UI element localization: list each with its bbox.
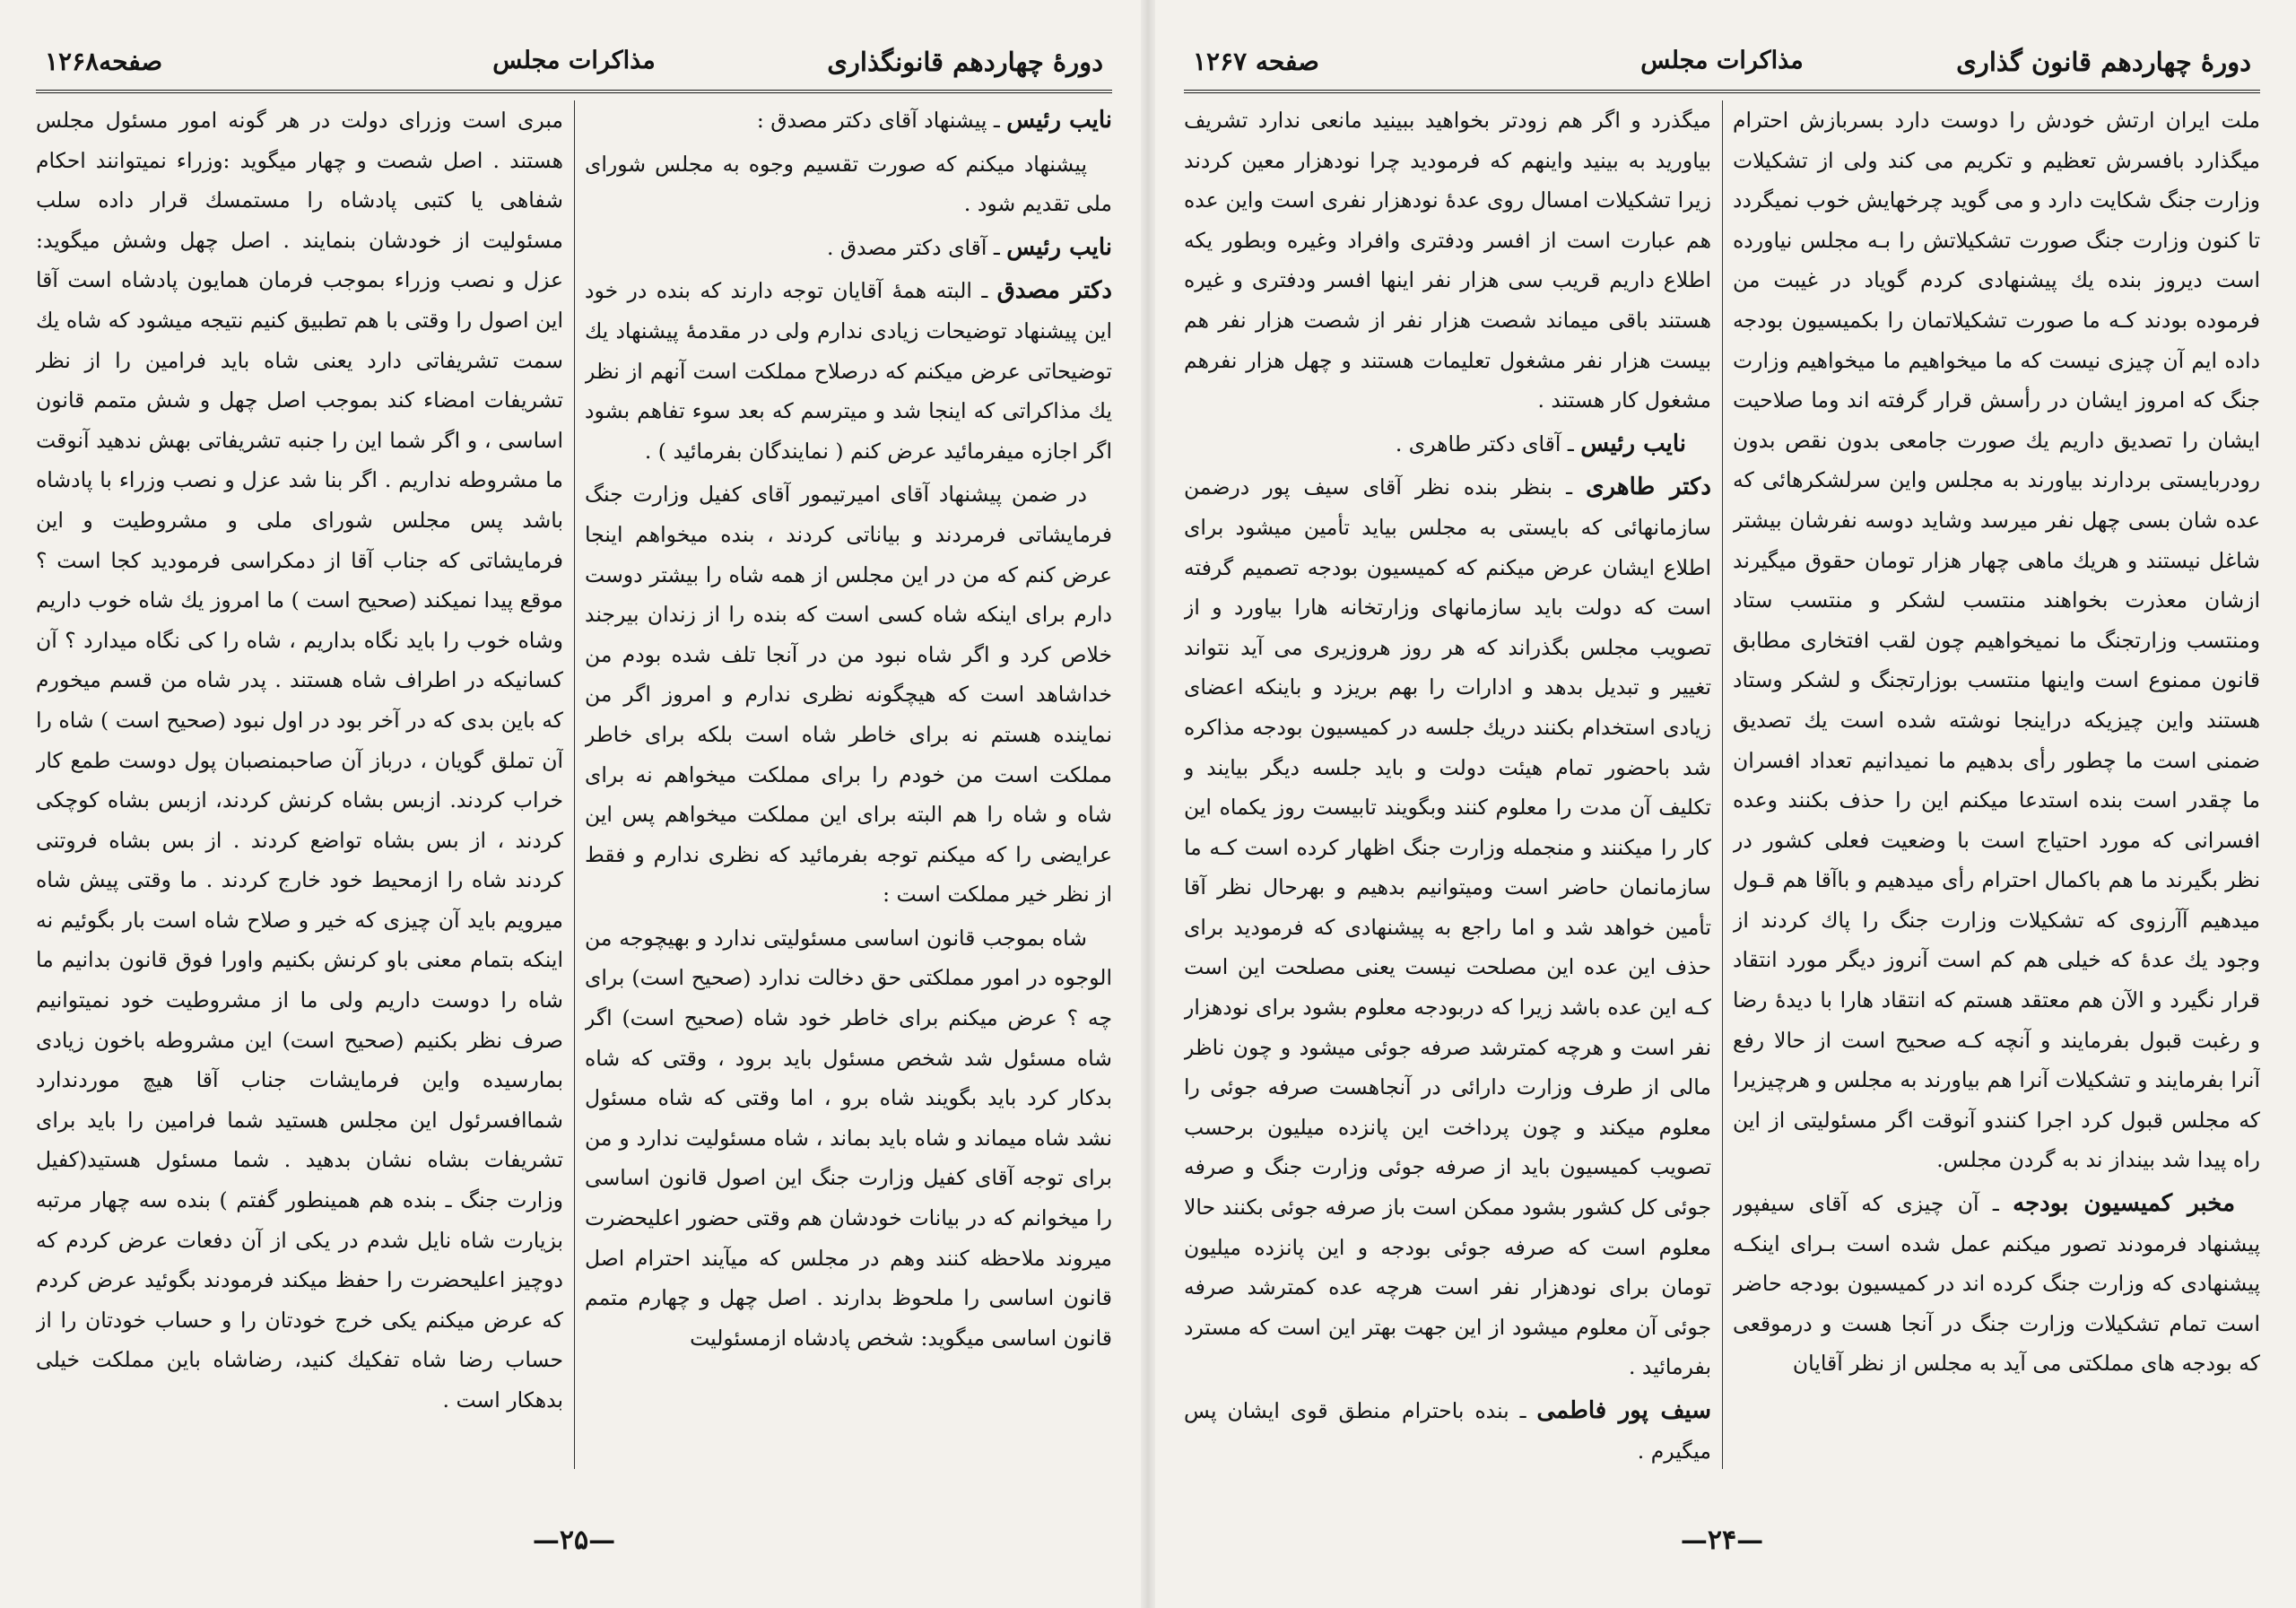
right-page (1148, 0, 2296, 1608)
paragraph-text: ـ بنظر بنده نظر آقای سیف پور درضمن سازمانهائی که بایستی به مجلس بیاید تأمین میشود برای اطلاع ایشان عرض میکنم که کمیسیون بودجه تصمیم گرفته است که دولت باید سازمانهای وزارتخانه هارا بیاورد و از تصویب مجلس بگذراند که هر روز هروزیری می آید نتواند تغییر و تبدیل بدهد و ادارات را بهم بریزد و باینکه اعضای زیادی استخدام بکنند دریك جلسه در کمیسیون بودجه مذاکره شد باحضور تمام هیئت دولت و باید جلسه دیگر بیایند و تکلیف آن مدت را معلوم کنند وبگویند تابیست روز یکماه این کار را میکنند و منجمله وزارت جنگ اظهار کرده است کـه ما سازمانمان حاضر است ومیتوانیم بدهیم و بهرحال نظر آقا تأمین خواهد شد و اما راجع به پیشنهادی که فرمودید برای حذف این عده این مصلحت نیست یعنی مصلحت این است کـه این عده باشد زیرا که دربودجه معلوم بشود برای نودهزار نفر است و هرچه کمترشد صرفه جوئی میشود و چون ناظر مالی از طرف وزارت دارائی در آنجاهست صرفه جوئی را معلوم میکند و چون پرداخت این پانزده میلیون برحسب تصویب کمیسیون باید از صرفه جوئی وزارت جنگ و صرفه جوئی کل کشور بشود ممکن است باز صرفه جوئی بکنند حالا معلوم است که صرفه جوئی بودجه و این پانزده میلیون تومان برای نودهزار نفر است هرچه عده کمترشد صرفه جوئی آن معلوم میشود از این جهت بهتر این است که مسترد بفرمائید . (1184, 474, 1711, 1380)
left-page-folio (0, 1525, 1148, 1556)
right-page-columns (1184, 100, 2260, 1469)
paragraph (1184, 1391, 1711, 1469)
paragraph-text: ـ بنده باحترام منطق قوی ایشان پس میگیرم . (1184, 1398, 1711, 1464)
paragraph-text: ملت ایران ارتش خودش را دوست دارد بسربازش احترام میگذارد بافسرش تعظیم و تکریم می کند ولی از تشکیلات وزارت جنگ شکایت دارد و می گوید چرخهایش خوب نمیگردد تا کنون وزارت جنگ صورت تشکیلاتش را بـه مجلس نیاورده است دیروز بنده یك پیشنهادی کردم گویاد در غیبت من فرموده بودند کـه ما صورت تشکیلاتمان را بکمیسیون بودجه داده ایم آن چیزی نیست که ما میخواهیم ما میخواهیم وزارت جنگ که امروز ایشان در رأسش قرار گرفته اند وما صلاحیت ایشان را تصدیق داریم یك صورت جامعی بدون نقص بدون رودربایستی بردارند بیاورند به مجلس واین سرلشکرهائی که عده شان بسی چهل نفر میرسد وشاید دوسه نفرشان بیشتر شاغل نیستند و هریك ماهی چهار هزار تومان حقوق میگیرند ازشان معذرت بخواهند منتسب لشکر و منتسب ستاد ومنتسب وزارتجنگ ما نمیخواهیم چون لقب افتخاری مطابق قانون ممنوع است واینها منتسب بوزارتجنگ و لشکر وستاد هستند واین چیزیکه دراینجا نوشته شده است یك تصدیق ضمنی است ما چطور رأی بدهیم ما نمیدانیم تعداد افسران ما چقدر است بنده استدعا میکنم این را حذف بکنند وعده افسرانی که مورد احتیاج است با وضعیت فعلی کشور در نظر بگیرند ما هم باکمال احترام رأی میدهیم و باآقا هم قـول میدهیم آآرزوی که تشکیلات وزارت جنگ را پاك کردند از وجود یك عدهٔ که خیلی هم کم است آنروز دیگر مورد انتقاد قرار نگیرد و الآن هم معتقد هستم که انتقاد هارا با دیدهٔ رضا و رغبت قبول بفرمایند و آنچه کـه صحیح است از حالا رفع آنرا بفرمایند و تشکیلات آنرا هم بیاورند به مجلس و هرچیزیرا که مجلس قبول کرد اجرا کنندو آنوقت اگر مسئولیتی از این راه پیدا شد بینداز ند به گردن مجلس. (1733, 108, 2260, 1173)
speaker-name: نایب رئیس (1580, 430, 1686, 457)
speaker-name: سیف پور فاطمی (1536, 1397, 1711, 1424)
paragraph-text: ـ پیشنهاد آقای دکتر مصدق : (756, 108, 1000, 133)
paragraph-text: مبری است وزرای دولت در هر گونه امور مسئول مجلس هستند . اصل شصت و چهار میگوید :وزراء نمیتوانند احکام شفاهی یا کتبی پادشاه را مستمسك قرار داده سلب مسئولیت از خودشان بنمایند . اصل چهل وشش میگوید: عزل و نصب وزراء بموجب فرمان همایون پادشاه است آقا این اصول را وقتی با هم تطبیق کنیم نتیجه میشود که شاه یك سمت تشریفاتی دارد یعنی شاه باید فرامین را از نظر تشریفات امضاء کند بموجب اصل چهل و شش متمم قانون اساسی ، و اگر شما این را جنبه تشریفاتی بهش ندهید آنوقت ما مشروطه نداریم . اگر بنا شد عزل و نصب وزراء با پادشاه باشد پس مجلس شورای ملی و مشروطیت و این فرمایشاتی که جناب آقا از دمکراسی فرمودید کجا است ؟ موقع پیدا نمیکند (صحیح است ) ما امروز یك شاه خوب داریم وشاه خوب را باید نگاه بداریم ، شاه را کی نگاه میدارد ؟ آن کسانیکه در اطراف شاه هستند . پدر شاه من قسم میخورم که باین بدی که در آخر بود در اول نبود (صحیح است ) شاه را آن تملق گویان ، درباز آن صاحبمنصبان پول دوست طمع کار خراب کردند. ازبس بشاه کرنش کردند، ازبس بشاه کوچکی کردند ، از بس بشاه تواضع کردند . از بس بشاه فروتنی کردند شاه را ازمحیط خود خارج کردند . ما وقتی پیش شاه میرویم باید آن چیزی که خیر و صلاح شاه است بار بگوئیم نه اینکه بتمام معنی باو کرنش بکنیم واورا فوق قانون بدانیم ما شاه را دوست داریم ولی ما از مشروطیت خود نمیتوانیم صرف نظر بکنیم (صحیح است) این مشروطه باخون زیادی بمارسیده واین فرمایشات جناب آقا هیچ موردندارد شماافسرئول این مجلس هستید شما فرامین را باید برای تشریفات بشاه نشان بدهید . شما مسئول هستید(کفیل وزارت جنگ ـ بنده هم همینطور گفتم ) بنده سه چهار مرتبه بزیارت شاه نایل شدم در یکی از آن دفعات عرض کردم که دوچیز اعلیحضرت را حفظ میکند فرمودند بگوئید عرض کردم که عرض میکنم یکی خرج خودتان را و حساب خودتان را از حساب رضا شاه تفکیك کنید، رضاشاه باین مملکت خیلی بدهکار است . (36, 108, 563, 1412)
paragraph-text: ـ آقای دکتر طاهری . (1395, 430, 1574, 456)
paragraph-text: ـ البته همهٔ آقایان توجه دارند که بنده در خود این پیشنهاد توضیحات زیادی ندارم ولی در مقدمهٔ پیشنهاد یك توضیحاتی عرض میکنم که درصلاح مملکت است آنهم از نظر یك مذاکراتی که اینجا شد و میترسم که بعد سوء تفاهم بشود اگر اجازه میفرمائید عرض کنم ( نمایندگان بفرمائید ) . (585, 278, 1112, 464)
speaker-name: نایب رئیس (1006, 107, 1112, 134)
speaker-name: نایب رئیس (1006, 233, 1112, 261)
left-header-page-number: صفحه۱۲۶۸ (45, 47, 163, 76)
right-page-column-right (1733, 100, 2260, 1469)
left-page-column-right (585, 100, 1112, 1469)
folio-number: —۲۴— (1680, 1525, 1764, 1556)
speaker-name: دکتر طاهری (1586, 474, 1711, 501)
paragraph (585, 474, 1112, 915)
right-header-title: مذاکرات مجلس (1640, 47, 1804, 74)
paragraph (585, 271, 1112, 471)
left-page-column-left (36, 100, 563, 1469)
paragraph (1184, 100, 1711, 421)
right-page-header (1184, 43, 2260, 93)
paragraph (585, 144, 1112, 224)
paragraph-text: ـ آقای دکتر مصدق . (826, 234, 1000, 260)
folio-number: —۲۵— (532, 1525, 616, 1556)
left-page-columns (36, 100, 1112, 1469)
right-page-column-left (1184, 100, 1711, 1469)
paragraph-text: ـ آن چیزی که آقای سیفپور پیشنهاد فرمودند تصور میکنم عمل شده است بـرای اینکـه پیشنهادی که وزارت جنگ کرده اند در کمیسیون بودجه حاضر است تمام تشکیلات وزارت جنگ در آنجا هست و درموقعی که بودجه های مملکتی می آید به مجلس از نظر آقایان (1733, 1191, 2260, 1377)
paragraph (36, 100, 563, 1421)
paragraph (1733, 100, 2260, 1180)
paragraph (585, 100, 1112, 141)
paragraph-text: در ضمن پیشنهاد آقای امیرتیمور آقای کفیل وزارت جنگ فرمایشاتی فرمردند و بیاناتی کردند ، بنده میخواهم اینجا عرض کنم که من در این مجلس از همه شاه را بیشتر دوست دارم برای اینکه شاه کسی است که بنده را از زندان بیرجند خلاص کرد و اگر شاه نبود من در آنجا تلف شده بودم من خداشاهد است که هیچگونه نظری ندارم و امروز اگر من نماینده هستم نه برای خاطر شاه است بلکه برای خاطر مملکت است من خودم را برای مملکت میخواهم نه برای شاه و شاه را هم البته برای این مملکت میخواهم پس این عرایضی را که میکنم توجه بفرمائید که نظری ندارم و فقط از نظر خیر مملکت است : (585, 482, 1112, 908)
left-header-series: دورهٔ چهاردهم قانونگذاری (827, 47, 1103, 77)
left-page-header (36, 43, 1112, 93)
paragraph-text: میگذرد و اگر هم زودتر بخواهید ببینید مانعی ندارد تشریف بیاورید به بینید واینهم که فرمودید چرا نودهزار معین کردند زیرا تشکیلات امسال روی عدهٔ نودهزار نفری است واین عده هم عبارت است از افسر ودفتری وافراد وغیره وبطور یکه اطلاع داریم قریب سی هزار نفر اینها افسر ودفتری و غیره هستند باقی میماند شصت هزار نفر از شصت هزار نفر هم بیست هزار نفر مشغول تعلیمات هستند و چهل هزار نفرهم مشغول کار هستند . (1184, 108, 1711, 413)
paragraph (585, 228, 1112, 268)
paragraph (1184, 424, 1711, 465)
speaker-name: دکتر مصدق (996, 277, 1112, 305)
left-header-title: مذاکرات مجلس (492, 47, 656, 74)
paragraph-text: پیشنهاد میکنم که صورت تقسیم وجوه به مجلس شورای ملی تقدیم شود . (585, 151, 1112, 217)
right-page-folio (1148, 1525, 2296, 1556)
paragraph (1733, 1184, 2260, 1384)
paragraph-text: شاه بموجب قانون اساسی مسئولیتی ندارد و بهیچوجه من الوجوه در امور مملکتی حق دخالت ندارد (صحیح است) برای چه ؟ عرض میکنم برای خاطر خود شاه (صحیح است) اگر شاه مسئول شد شخص مسئول باید برود ، وقتی که شاه بدکار کرد باید بگویند شاه برو ، اما وقتی که شاه مسئول نشد شاه میماند و شاه باید بماند ، شاه مسئولیت ندارد و من برای توجه آقای کفیل وزارت جنگ این اصول قانون اساسی را میخوانم که در بیانات خودشان هم وقتی حضور اعلیحضرت میروند ملاحظه کنند وهم در مجلس که میآیند احترام اصل قانون اساسی را ملحوظ بدارند . اصل چهل و چهارم متمم قانون اساسی میگوید: شخص پادشاه ازمسئولیت (585, 925, 1112, 1351)
right-header-series: دورهٔ چهاردهم قانون گذاری (1956, 47, 2251, 77)
paragraph (1184, 467, 1711, 1387)
speaker-name: مخبر کمیسیون بودجه (2013, 1190, 2235, 1218)
right-header-page-number: صفحه ۱۲۶۷ (1193, 47, 1319, 76)
paragraph (585, 918, 1112, 1359)
